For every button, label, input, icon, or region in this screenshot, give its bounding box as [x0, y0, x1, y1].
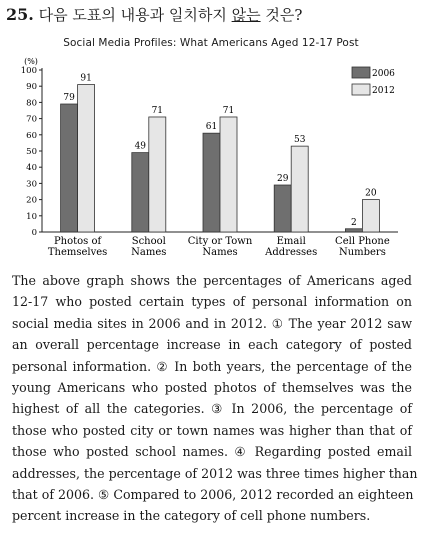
bar-value-label: 91	[80, 73, 92, 84]
x-tick-label: Themselves	[47, 247, 108, 258]
passage-line: those who posted school names. ④ Regarding posted email	[12, 444, 412, 460]
bar-2012	[291, 146, 308, 232]
y-tick-label: 50	[26, 147, 37, 157]
passage-line: highest of all the categories. ③ In 2006, the percentage of	[12, 401, 412, 417]
passage-line: young Americans who posted photos of themselves was the	[12, 380, 412, 396]
passage-line: 12-17 who posted certain types of personal information on	[12, 294, 412, 310]
bar-2006	[345, 229, 362, 232]
bar-2012	[220, 117, 237, 232]
passage-line: social media sites in 2006 and in 2012. ① The year 2012 saw	[12, 315, 412, 331]
y-tick-label: 30	[26, 179, 37, 190]
y-tick-label: 40	[26, 163, 37, 174]
y-tick-label: 20	[26, 195, 37, 206]
question-text-end: 것은?	[260, 6, 303, 24]
passage-line: an overall percentage increase in each category of posted	[12, 337, 412, 353]
x-tick-label: Photos of	[53, 236, 102, 247]
bar-2006	[132, 153, 149, 232]
bar-value-label: 71	[222, 105, 235, 116]
legend-label: 2006	[372, 69, 395, 79]
bar-2012	[149, 117, 166, 232]
passage-line: percent increase in the category of cell phone numbers.	[12, 508, 371, 524]
question-number: 25.	[6, 5, 34, 24]
bar-value-label: 20	[365, 188, 377, 199]
legend-swatch-2006	[352, 67, 370, 78]
x-tick-label: City or Town	[187, 236, 253, 247]
bar-2012	[78, 85, 95, 232]
x-tick-label: Addresses	[265, 247, 318, 258]
y-axis-label: (%)	[24, 57, 38, 66]
bar-value-label: 2	[351, 217, 357, 228]
passage-line: The above graph shows the percentages of Americans aged	[12, 273, 412, 288]
bar-2006	[274, 185, 291, 232]
y-tick-label: 0	[31, 228, 37, 238]
y-tick-label: 60	[26, 130, 37, 141]
y-tick-label: 80	[26, 98, 37, 109]
bar-value-label: 49	[134, 141, 147, 152]
y-tick-label: 10	[26, 211, 37, 222]
bar-2012	[362, 200, 379, 232]
legend-label: 2012	[372, 86, 395, 96]
passage-line: addresses, the percentage of 2012 was three times higher than	[12, 465, 418, 481]
bar-value-label: 53	[293, 135, 306, 146]
bar-2006	[61, 104, 78, 232]
y-tick-label: 100	[20, 66, 37, 76]
bar-2006	[203, 133, 220, 232]
x-tick-label: Names	[202, 247, 238, 258]
question-text: 다음 도표의 내용과 일치하지	[38, 6, 232, 24]
bar-value-label: 61	[205, 122, 218, 133]
y-tick-label: 90	[26, 82, 37, 93]
bar-chart	[0, 0, 422, 270]
y-tick-label: 70	[26, 114, 37, 125]
x-tick-label: School	[131, 236, 166, 247]
bar-value-label: 79	[63, 93, 75, 104]
x-tick-label: Numbers	[338, 247, 386, 258]
legend-swatch-2012	[352, 84, 370, 95]
passage	[12, 270, 418, 527]
x-tick-label: Email	[276, 236, 306, 247]
chart-title: Social Media Profiles: What Americans Aged 12-17 Post	[63, 37, 359, 49]
x-tick-label: Cell Phone	[335, 236, 390, 247]
x-tick-label: Names	[131, 247, 167, 258]
passage-line: personal information. ② In both years, the percentage of the	[12, 358, 412, 374]
question-underlined-word: 않는	[231, 6, 261, 24]
passage-line: those who posted city or town names was higher than that of	[12, 422, 412, 438]
passage-line: that of 2006. ⑤ Compared to 2006, 2012 recorded an eighteen	[12, 487, 414, 503]
bar-value-label: 29	[276, 174, 289, 185]
bar-value-label: 71	[151, 105, 164, 116]
